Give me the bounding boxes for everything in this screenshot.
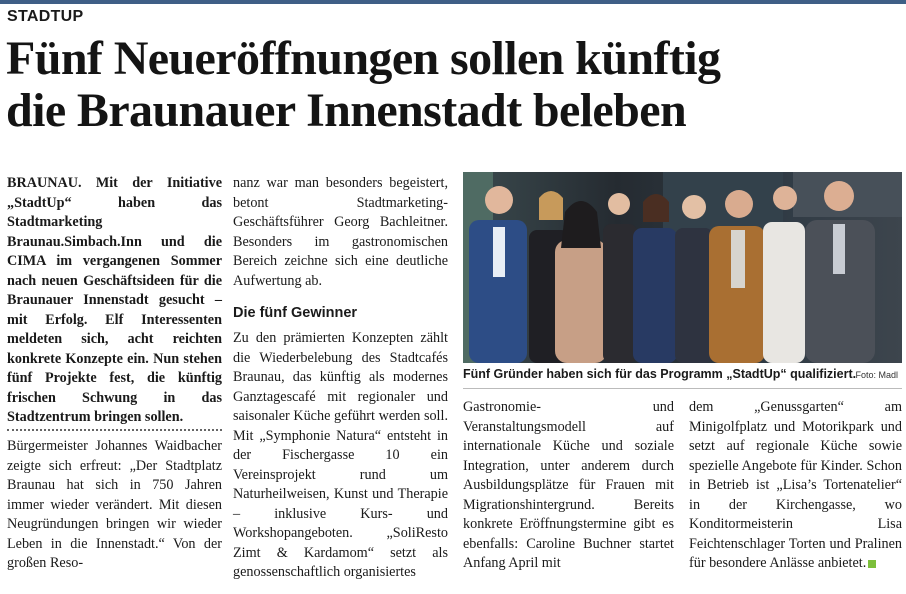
- photo-caption: [463, 367, 902, 381]
- group-photo-image: [463, 172, 902, 363]
- column-1-lead: [7, 174, 222, 428]
- dotted-separator: [7, 429, 222, 431]
- end-mark-icon: [868, 560, 876, 568]
- column-4-text: dem „Genussgarten“ am Minigolfplatz und Motorikpark und setzt auf regionale Küche sowie spezielle Angebote für Kinder. Schon in Betrieb ist „Lisa’s Tortenatelier“ in der Kirchengasse, wo Konditormeisterin Lisa Feichtenschlager Torten und Pralinen für besondere Anlässe anbietet.: [689, 399, 902, 571]
- lead-paragraph: Mit der Initiative „StadtUp“ haben das Stadtmarketing Braunau.Simbach.Inn und die CIMA im vergangenen Sommer nach neuen Geschäftsideen für die Braunauer Innenstadt gesucht – mit Erfolg. Elf Interessenten meldeten sich, acht reichten konkrete Konzepte ein. Nun stehen fünf Projekte fest, die künftig frischen Schwung in das Stadtzentrum bringen sollen.: [7, 175, 222, 425]
- group-photo: [463, 172, 902, 363]
- headline: [6, 33, 906, 137]
- dateline: BRAUNAU.: [7, 175, 82, 191]
- photo-caption-text: Fünf Gründer haben sich für das Programm „StadtUp“ qualifiziert.: [463, 367, 857, 381]
- headline-line-1: Fünf Neueröffnungen sollen künftig: [6, 32, 721, 85]
- headline-line-2: die Braunauer Innenstadt beleben: [6, 84, 687, 137]
- column-2-body-2: Zu den prämierten Konzepten zählt die Wiederbelebung des Stadtcafés Braunau, das künftig als modernes Ganztagescafé mit regionaler und saisonaler Küche geführt werden soll. Mit „Symphonie Natura“ entsteht in der Fischergasse 10 ein Vereinsprojekt rund um Naturheilweisen, Kunst und Therapie – inklusive Kurs- und Workshopangeboten. „SoliResto Zimt & Kardamom“ setzt als genossenschaftlich organisiertes: [233, 330, 448, 580]
- column-4-body: [689, 398, 902, 574]
- column-1-body: Bürgermeister Johannes Waidbacher zeigte sich erfreut: „Der Stadtplatz Braunau hat sich in 750 Jahren immer wieder verändert. Mit diesen Neugründungen bringen wir wieder Leben in die Innenstadt.“ Von der großen Reso-: [7, 438, 222, 571]
- column-3-body: Gastronomie- und Veranstaltungsmodell auf internationale Küche und soziale Integration, unter anderem durch Ausbildungsplätze für Frauen mit Migrationshintergrund. Bereits konkrete Eröffnungstermine gibt es ebenfalls: Caroline Buchner startet Anfang April mit: [463, 399, 674, 571]
- column-2-body-1: nanz war man besonders begeistert, betont Stadtmarketing-Geschäftsführer Georg Bachleitner. Besonders im gastronomischen Bereich zeichne sich eine deutliche Aufwertung ab.: [233, 175, 448, 289]
- photo-credit: Foto: Madl: [855, 370, 898, 380]
- caption-rule: [463, 388, 902, 389]
- subheading: Die fünf Gewinner: [233, 305, 358, 321]
- top-rule: [0, 0, 906, 4]
- section-rubric: STADTUP: [7, 8, 84, 25]
